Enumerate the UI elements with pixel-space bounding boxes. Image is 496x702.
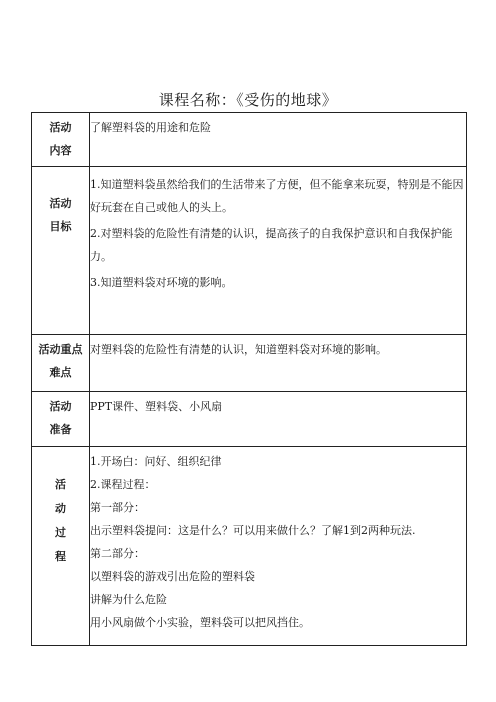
content-line: 第二部分：	[90, 547, 145, 560]
row-label	[32, 167, 90, 335]
content-line: 2.课程过程：	[90, 478, 156, 491]
label-line: 动	[55, 502, 66, 515]
content-line: 3.知道塑料袋对环境的影响。	[90, 276, 233, 289]
table-row-key-points	[32, 335, 467, 392]
page-title: 课程名称：《受伤的地球》	[158, 91, 338, 109]
row-content	[90, 447, 467, 646]
label-line: 目标	[49, 220, 72, 233]
label-line: 活动	[49, 400, 72, 413]
row-label	[32, 113, 90, 167]
content-line: 对塑料袋的危险性有清楚的认识，知道塑料袋对环境的影响。	[90, 343, 387, 356]
row-label	[32, 447, 90, 646]
table-row-process	[32, 447, 467, 646]
label-line: 活	[55, 478, 66, 491]
label-line: 难点	[49, 366, 72, 379]
row-label	[32, 392, 90, 447]
content-line: 2.对塑料袋的危险性有清楚的认识，提高孩子的自我保护意识和自我保护能力。	[90, 227, 453, 263]
content-line: 1.知道塑料袋虽然给我们的生活带来了方便，但不能拿来玩耍，特别是不能因好玩套在自己或他人的头上。	[90, 178, 464, 214]
row-content	[90, 392, 467, 447]
label-line: 活动	[49, 197, 72, 210]
table-row-preparation	[32, 392, 467, 447]
label-line: 过	[55, 526, 66, 539]
content-line: 以塑料袋的游戏引出危险的塑料袋	[90, 570, 255, 583]
table-row-content	[32, 113, 467, 167]
content-line: 1.开场白：问好、组织纪律	[90, 455, 222, 468]
row-label	[32, 335, 90, 392]
label-line: 活动重点	[38, 343, 83, 356]
row-content	[90, 335, 467, 392]
label-line: 准备	[49, 423, 72, 436]
content-line: 用小风扇做个小实验，塑料袋可以把风挡住。	[90, 616, 310, 629]
table-row-goals	[32, 167, 467, 335]
content-line: 第一部分：	[90, 501, 145, 514]
label-line: 活动	[49, 121, 72, 134]
lesson-plan-table	[31, 112, 467, 646]
content-line: 讲解为什么危险	[90, 593, 167, 606]
label-line: 内容	[49, 144, 72, 157]
content-line: 了解塑料袋的用途和危险	[90, 121, 211, 134]
label-line: 程	[55, 550, 66, 563]
row-content	[90, 167, 467, 335]
content-line: PPT课件、塑料袋、小风扇	[90, 400, 223, 413]
content-line: 出示塑料袋提问：这是什么？可以用来做什么？了解1到2两种玩法.	[90, 524, 416, 537]
row-content	[90, 113, 467, 167]
